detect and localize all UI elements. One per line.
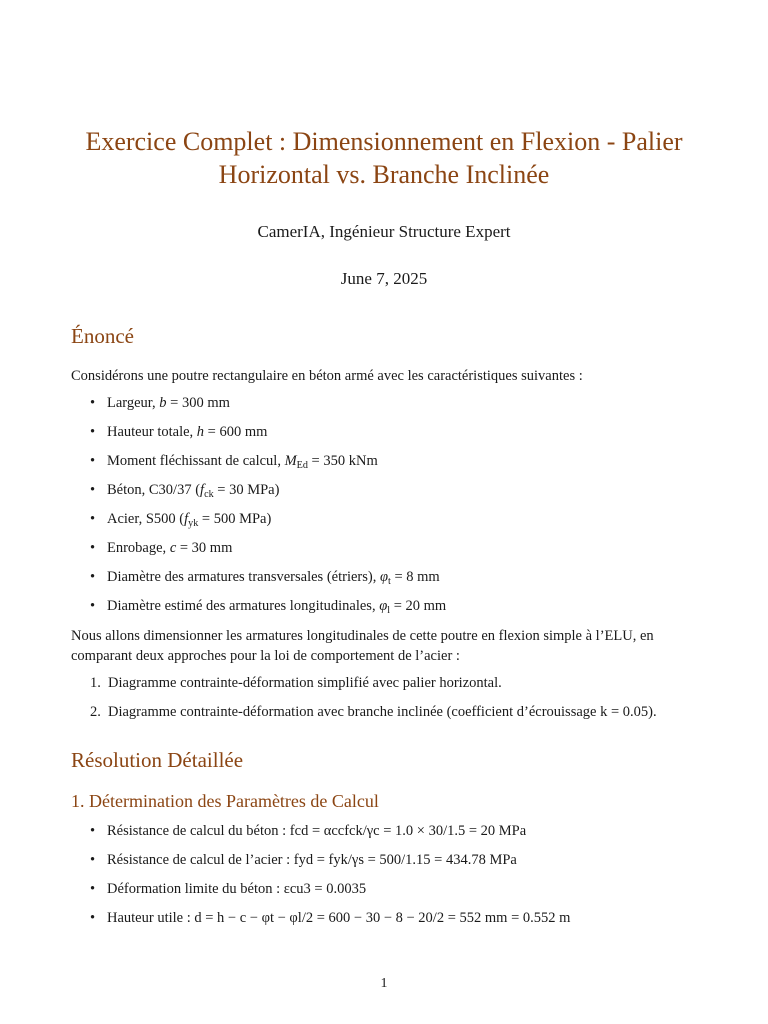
list-item: • Moment fléchissant de calcul, $M_{Ed} = 350$ kNm — [90, 453, 378, 471]
list-item: • Enrobage, c = 30 mm — [90, 540, 233, 556]
numbered-item: 1. Diagramme contrainte-déformation simplifié avec palier horizontal. — [90, 675, 502, 691]
document-title: Exercice Complet : Dimensionnement en Flexion - Palier Horizontal vs. Branche Inclinée — [85, 127, 683, 189]
list-item: • Déformation limite du béton : εcu3 = 0.0035 — [90, 881, 367, 897]
section-heading-resolution: Résolution Détaillée — [71, 748, 244, 772]
list-item: • Largeur, b = 300 mm — [90, 395, 230, 411]
list-item: • Résistance de calcul de l’acier : fyd = fyk/γs = 500/1.15 = 434.78 MPa — [90, 852, 517, 868]
numbered-item: 2. Diagramme contrainte-déformation avec branche inclinée (coefficient d’écrouissage k = 0.05). — [90, 704, 657, 720]
page-number: 1 — [380, 976, 388, 991]
list-item: • Résistance de calcul du béton : fcd = αccfck/γc = 1.0 × 30/1.5 = 20 MPa — [90, 823, 527, 839]
author: CamerIA, Ingénieur Structure Expert — [257, 222, 511, 241]
subsection-heading: 1. Détermination des Paramètres de Calcul — [71, 791, 379, 811]
list-item: • Acier, S500 ($f_{yk} = 500$ MPa) — [90, 511, 272, 529]
date: June 7, 2025 — [340, 269, 428, 288]
list-item: • Diamètre estimé des armatures longitudinales, $\varphi_l = 20$ mm — [90, 598, 447, 616]
section-heading-enonce: Énoncé — [71, 324, 134, 348]
enonce-intro: Considérons une poutre rectangulaire en béton armé avec les caractéristiques suivantes : — [71, 368, 583, 384]
list-item: • Hauteur totale, h = 600 mm — [90, 424, 268, 440]
list-item: • Béton, C30/37 ($f_{ck} = 30$ MPa) — [90, 482, 280, 500]
enonce-paragraph: Nous allons dimensionner les armatures longitudinales de cette poutre en flexion simple à l’ELU, en comparant deux approches pour la loi de comportement de l’acier : — [71, 628, 654, 664]
list-item: • Hauteur utile : d = h − c − φt − φl/2 = 600 − 30 − 8 − 20/2 = 552 mm = 0.552 m — [90, 910, 571, 926]
list-item: • Diamètre des armatures transversales (étriers), $\varphi_t = 8$ mm — [90, 569, 440, 587]
